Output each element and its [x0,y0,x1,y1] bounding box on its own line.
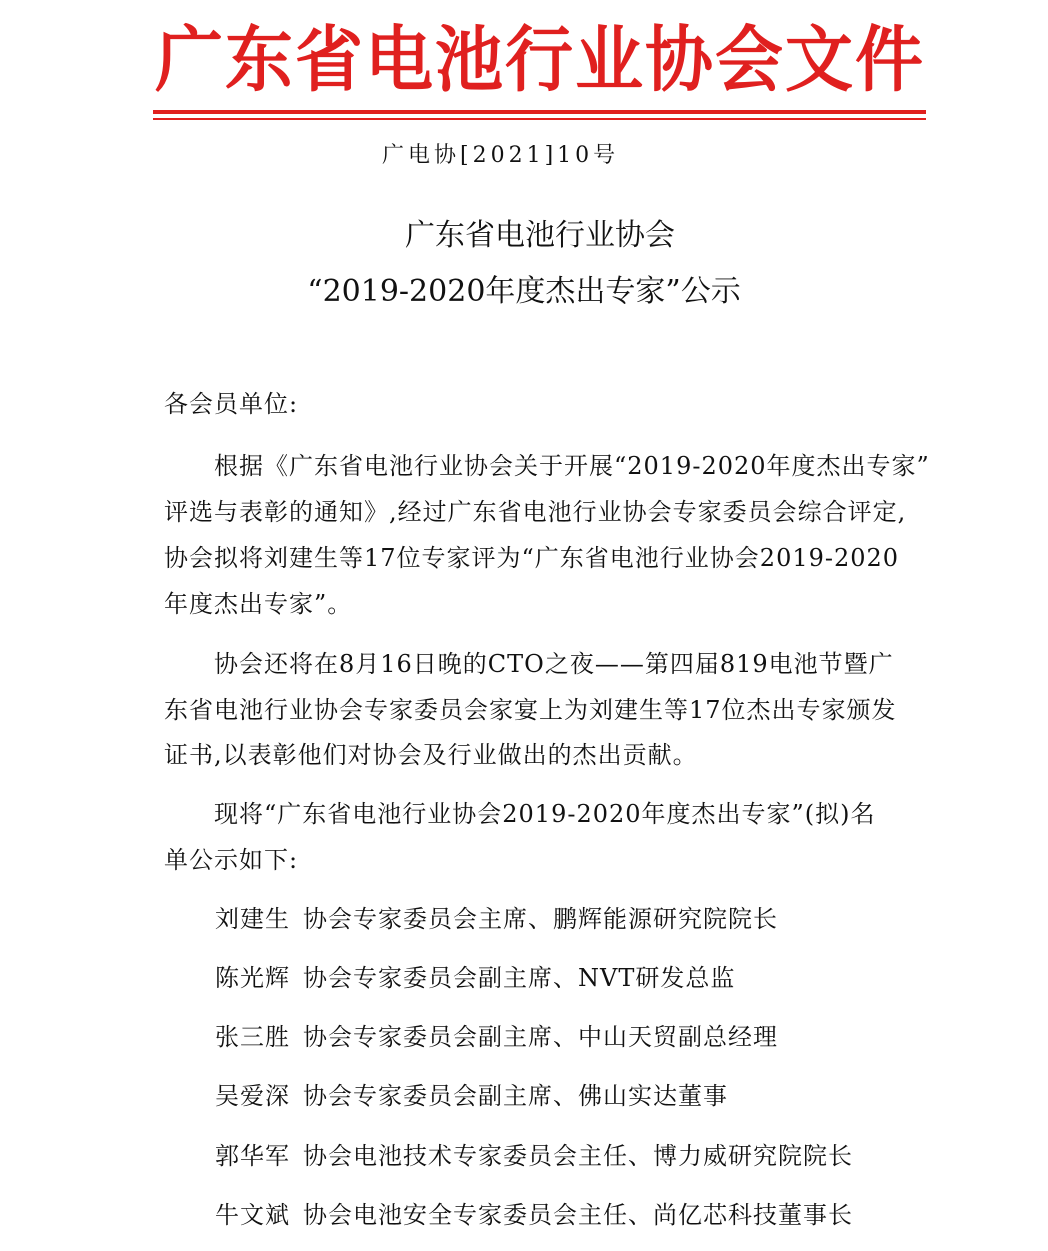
expert-name: 陈光辉 [215,964,290,992]
document-title-line-2: “2019-2020年度杰出专家”公示 [307,274,741,309]
document-title-line-1: 广东省电池行业协会 [405,218,675,253]
paragraph-1-line: 根据《广东省电池行业协会关于开展“2019-2020年度杰出专家” [214,452,930,480]
expert-list-item [215,1136,853,1171]
paragraph-2-line: 证书,以表彰他们对协会及行业做出的杰出贡献。 [164,741,698,769]
expert-list-item [215,1076,728,1111]
paragraph-3-line: 单公示如下: [164,846,299,874]
document-masthead: 广东省电池行业协会文件 [154,18,925,102]
expert-title: 协会专家委员会副主席、中山天贸副总经理 [303,1023,778,1051]
expert-list-item [215,958,735,993]
expert-list-item [215,899,778,934]
expert-name: 张三胜 [215,1023,290,1051]
expert-list-item [215,1195,853,1230]
expert-name: 牛文斌 [215,1201,290,1229]
masthead-red-rule-thick [153,110,926,114]
salutation: 各会员单位: [164,390,299,418]
expert-title: 协会专家委员会副主席、佛山实达董事 [303,1082,728,1110]
expert-title: 协会专家委员会副主席、NVT研发总监 [303,964,736,992]
expert-title: 协会专家委员会主席、鹏辉能源研究院院长 [303,905,778,933]
paragraph-1-line: 评选与表彰的通知》,经过广东省电池行业协会专家委员会综合评定, [164,498,907,526]
expert-title: 协会电池技术专家委员会主任、博力威研究院院长 [303,1142,853,1170]
masthead-red-rule-thin [153,118,926,120]
paragraph-1-line: 协会拟将刘建生等17位专家评为“广东省电池行业协会2019-2020 [164,544,900,572]
expert-list-item [215,1017,778,1052]
document-number: 广电协[2021]10号 [382,143,620,168]
paragraph-3-line: 现将“广东省电池行业协会2019-2020年度杰出专家”(拟)名 [214,800,876,828]
paragraph-1-line: 年度杰出专家”。 [164,590,353,618]
paragraph-2-line: 东省电池行业协会专家委员会家宴上为刘建生等17位杰出专家颁发 [164,696,897,724]
expert-name: 刘建生 [215,905,290,933]
expert-name: 吴爱深 [215,1082,290,1110]
paragraph-2-line: 协会还将在8月16日晚的CTO之夜——第四届819电池节暨广 [214,650,894,678]
expert-title: 协会电池安全专家委员会主任、尚亿芯科技董事长 [303,1201,853,1229]
expert-name: 郭华军 [215,1142,290,1170]
